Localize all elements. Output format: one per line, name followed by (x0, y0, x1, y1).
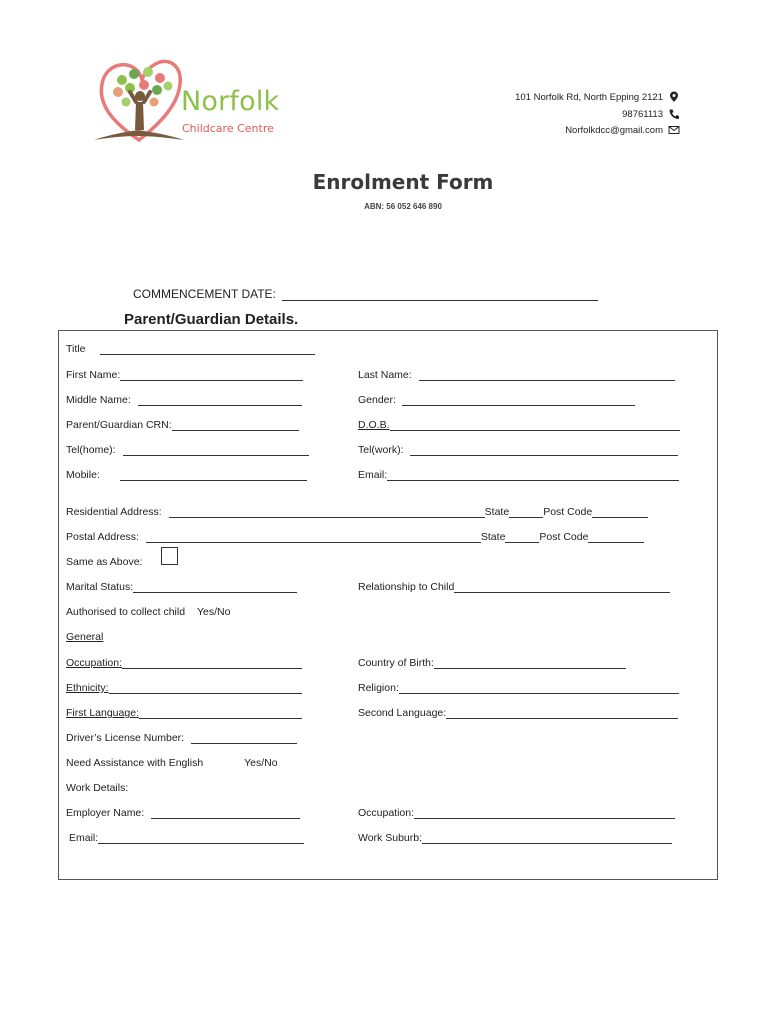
commencement-date (133, 287, 598, 301)
religion-field: Religion: (358, 682, 679, 694)
first-language-field: First Language: (66, 707, 302, 719)
same-as-above-label: Same as Above: (66, 556, 143, 568)
second-language-input[interactable] (446, 707, 678, 719)
same-as-above-checkbox[interactable] (161, 547, 178, 565)
ethnicity-field: Ethnicity: (66, 682, 302, 694)
email-field: Email: (358, 469, 679, 481)
religion-input[interactable] (399, 682, 679, 694)
title-field: Title (66, 343, 315, 355)
tel-work-input[interactable] (410, 444, 678, 456)
abn-number: ABN: 56 052 646 890 (364, 202, 442, 211)
work-email-input[interactable] (98, 832, 304, 844)
form-title: Enrolment Form (312, 170, 494, 194)
last-name-input[interactable] (419, 369, 675, 381)
mail-icon (668, 124, 680, 136)
occupation-input[interactable] (122, 657, 302, 669)
postal-address-field: Postal Address: State Post Code (66, 531, 644, 543)
address-text: 101 Norfolk Rd, North Epping 2121 (515, 91, 663, 103)
gender-input[interactable] (402, 394, 635, 406)
marital-status-field: Marital Status: (66, 581, 297, 593)
residential-address-input[interactable] (169, 506, 485, 518)
country-birth-field: Country of Birth: (358, 657, 626, 669)
need-assistance-yes-no[interactable]: Yes/No (244, 757, 278, 769)
employer-name-input[interactable] (151, 807, 300, 819)
postal-state-input[interactable] (505, 531, 539, 543)
work-occupation-input[interactable] (414, 807, 675, 819)
form-frame (58, 330, 718, 880)
first-name-input[interactable] (120, 369, 303, 381)
crn-field: Parent/Guardian CRN: (66, 419, 299, 431)
residential-address-field: Residential Address: State Post Code (66, 506, 648, 518)
brand-name: Norfolk (181, 86, 280, 117)
marital-status-input[interactable] (133, 581, 297, 593)
residential-state-input[interactable] (509, 506, 543, 518)
tel-work-field: Tel(work): (358, 444, 678, 456)
mobile-input[interactable] (120, 469, 307, 481)
country-birth-input[interactable] (434, 657, 626, 669)
occupation-field: Occupation: (66, 657, 302, 669)
phone-icon (668, 108, 680, 120)
first-name-field: First Name: (66, 369, 303, 381)
second-language-field: Second Language: (358, 707, 678, 719)
need-assistance-field: Need Assistance with English Yes/No (66, 757, 278, 769)
ethnicity-input[interactable] (109, 682, 302, 694)
section-title: Parent/Guardian Details. (124, 311, 299, 328)
mobile-field: Mobile: (66, 469, 307, 481)
middle-name-input[interactable] (138, 394, 302, 406)
commencement-label: COMMENCEMENT DATE: (133, 287, 276, 301)
email-text: Norfolkdcc@gmail.com (565, 124, 663, 136)
dob-field: D.O.B. (358, 419, 680, 431)
title-input[interactable] (100, 343, 315, 355)
authorised-yes-no[interactable]: Yes/No (197, 606, 231, 618)
work-suburb-field: Work Suburb: (358, 832, 672, 844)
work-occupation-field: Occupation: (358, 807, 675, 819)
tel-home-field: Tel(home): (66, 444, 309, 456)
relationship-input[interactable] (454, 581, 670, 593)
email-input[interactable] (387, 469, 679, 481)
gender-field: Gender: (358, 394, 635, 406)
drivers-license-field: Driver’s License Number: (66, 732, 297, 744)
contact-email (565, 124, 680, 136)
last-name-field: Last Name: (358, 369, 675, 381)
first-language-input[interactable] (139, 707, 302, 719)
brand-subtitle: Childcare Centre (182, 122, 274, 135)
employer-name-field: Employer Name: (66, 807, 300, 819)
postal-address-input[interactable] (146, 531, 481, 543)
postal-postcode-input[interactable] (588, 531, 644, 543)
work-suburb-input[interactable] (422, 832, 672, 844)
commencement-date-field[interactable] (282, 289, 598, 301)
work-details-heading: Work Details: (66, 782, 129, 794)
authorised-collect-field: Authorised to collect child Yes/No (66, 606, 231, 618)
relationship-field: Relationship to Child (358, 581, 670, 593)
crn-input[interactable] (172, 419, 299, 431)
residential-postcode-input[interactable] (592, 506, 648, 518)
contact-address (515, 91, 680, 103)
location-pin-icon (668, 91, 680, 103)
general-heading: General (66, 631, 104, 643)
drivers-license-input[interactable] (191, 732, 297, 744)
tel-home-input[interactable] (123, 444, 309, 456)
middle-name-field: Middle Name: (66, 394, 302, 406)
work-email-field: Email: (69, 832, 304, 844)
contact-phone (622, 108, 680, 120)
phone-text: 98761113 (622, 108, 663, 120)
dob-input[interactable] (390, 419, 680, 431)
